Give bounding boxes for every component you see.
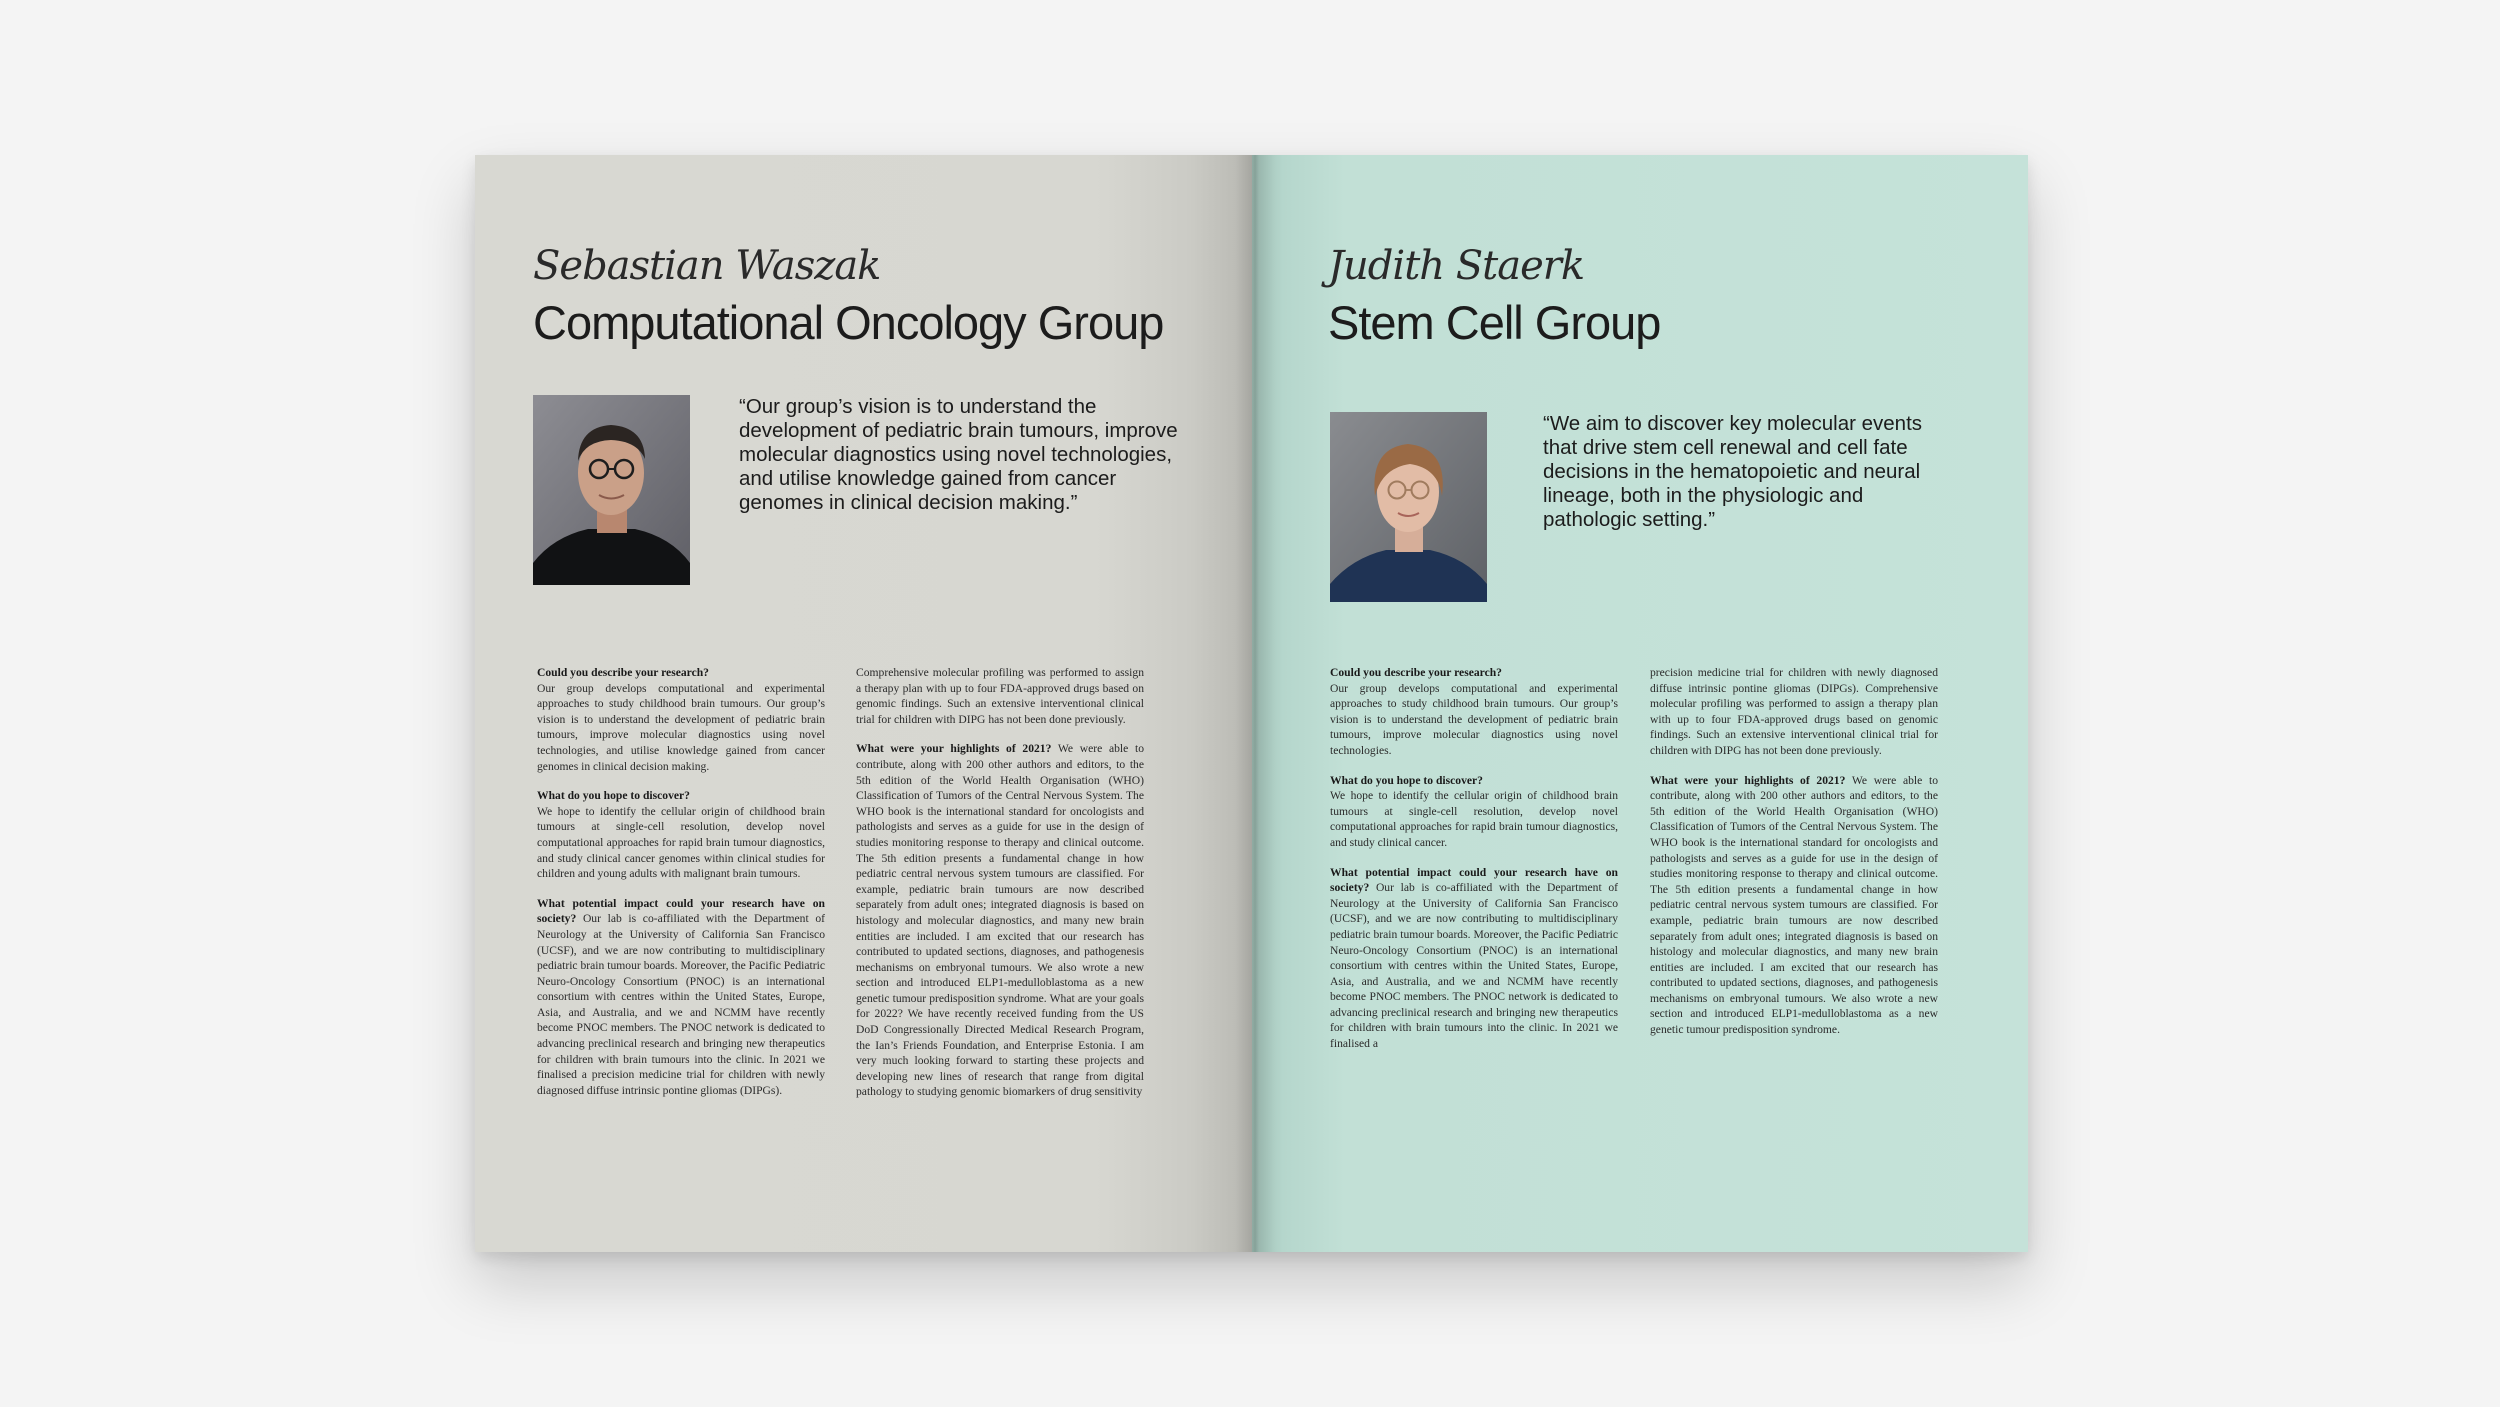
- question: What potential impact could your research have on society?: [537, 896, 825, 926]
- answer: Our group develops computational and experimental approaches to study childhood brain tumours. Our group’s vision is to understand the development of pediatric brain tumours, improve molecular diagnostics using novel technologies.: [1330, 681, 1618, 757]
- qa-block: [1650, 773, 1938, 1038]
- qa-block: [537, 788, 825, 882]
- text-column-2: [856, 665, 1144, 1114]
- qa-block: [1330, 665, 1618, 759]
- portrait-photo: [533, 395, 690, 585]
- answer: Comprehensive molecular profiling was performed to assign a therapy plan with up to four FDA-approved drugs based on genomic findings. Such an extensive interventional clinical trial for children with DIPG has not been done previously.: [856, 666, 1144, 726]
- question: What do you hope to discover?: [537, 789, 690, 803]
- qa-block: [537, 665, 825, 774]
- text-column-2: [1650, 665, 1938, 1052]
- qa-block: [537, 896, 825, 1099]
- group-title: Computational Oncology Group: [533, 296, 1164, 349]
- answer: Our lab is co-affiliated with the Department of Neurology at the University of California San Francisco (UCSF), and we are now contributing to multidisciplinary pediatric brain tumour boards. Moreover, the Pacific Pediatric Neuro-Oncology Consortium (PNOC) is an international consortium with centres within the United States, Europe, Asia, and Australia, and we and NCMM have recently become PNOC members. The PNOC network is dedicated to advancing preclinical research and bringing new therapeutics for children with brain tumours into the clinic. In 2021 we finalised a: [1330, 881, 1618, 1051]
- question: Could you describe your research?: [1330, 666, 1502, 679]
- question: Could you describe your research?: [537, 666, 709, 679]
- right-page: [1252, 155, 2028, 1252]
- answer: We were able to contribute, along with 200 other authors and editors, to the 5th edition of the World Health Organisation (WHO) Classification of Tumors of the Central Nervous System. The WHO book is the international standard for oncologists and pathologists and serves as a guide for use in the design of studies monitoring response to therapy and clinical outcome. The 5th edition presents a fundamental change in how pediatric central nervous system tumours are classified. For example, pediatric brain tumours are now described separately from adult ones; integrated diagnosis is based on histology and molecular diagnostics, and many new brain entities are included. I am excited that our research has contributed to updated sections, diagnoses, and pathogenesis mechanisms on embryonal tumours. We also wrote a new section and introduced ELP1-medulloblastoma as a new genetic tumour predisposition syndrome.: [1650, 773, 1938, 1037]
- qa-block: [1330, 865, 1618, 1052]
- question: What do you hope to discover?: [1330, 773, 1483, 787]
- qa-block: [1330, 773, 1618, 851]
- text-column-1: [1330, 665, 1618, 1066]
- text-column-1: [537, 665, 825, 1112]
- answer: We hope to identify the cellular origin of childhood brain tumours at single-cell resolution, develop novel computational approaches for rapid brain tumour diagnostics, and study clinical cancer.: [1330, 789, 1618, 849]
- group-title: Stem Cell Group: [1328, 296, 1661, 349]
- answer: We were able to contribute, along with 200 other authors and editors, to the 5th edition of the World Health Organisation (WHO) Classification of Tumors of the Central Nervous System. The WHO book is the international standard for oncologists and pathologists and serves as a guide for use in the design of studies monitoring response to therapy and clinical outcome. The 5th edition presents a fundamental change in how pediatric central nervous system tumours are classified. For example, pediatric brain tumours are now described separately from adult ones; integrated diagnosis is based on histology and molecular diagnostics, and many new brain entities are included. I am excited that our research has contributed to updated sections, diagnoses, and pathogenesis mechanisms on embryonal tumours. We also wrote a new section and introduced ELP1-medulloblastoma as a new genetic tumour predisposition syndrome. What are your goals for 2022? We have recently received funding from the US DoD Congressionally Directed Medical Research Program, the Ian’s Friends Foundation, and Enterprise Estonia. I am very much looking forward to starting these projects and developing new lines of research that range from digital pathology to studying genomic biomarkers of drug sensitivity: [856, 742, 1144, 1099]
- question: What potential impact could your research have on society?: [1330, 865, 1618, 895]
- answer: We hope to identify the cellular origin of childhood brain tumours at single-cell resolution, develop novel computational approaches for rapid brain tumour diagnostics, and study clinical cancer genomes within clinical studies for children and young adults with malignant brain tumours.: [537, 804, 825, 881]
- left-page: [475, 155, 1252, 1252]
- answer: precision medicine trial for children with newly diagnosed diffuse intrinsic pontine gliomas (DIPGs). Comprehensive molecular profiling was performed to assign a therapy plan with up to four FDA-approved drugs based on genomic findings. Such an extensive interventional clinical trial for children with DIPG has not been done previously.: [1650, 666, 1938, 757]
- qa-block: [856, 665, 1144, 727]
- question: What were your highlights of 2021?: [1650, 773, 1846, 787]
- pull-quote: “We aim to discover key molecular events that drive stem cell renewal and cell fate decisions in the hematopoietic and neural lineage, both in the physiologic and pathologic setting.”: [1543, 412, 1923, 531]
- researcher-name: Sebastian Waszak: [533, 243, 881, 289]
- qa-block: [1650, 665, 1938, 759]
- magazine-spread: [475, 155, 2028, 1252]
- answer: Our lab is co-affiliated with the Department of Neurology at the University of California San Francisco (UCSF), and we are now contributing to multidisciplinary pediatric brain tumour boards. Moreover, the Pacific Pediatric Neuro-Oncology Consortium (PNOC) is an international consortium with centres within the United States, Europe, Asia, and Australia, and we and NCMM have recently become PNOC members. The PNOC network is dedicated to advancing preclinical research and bringing new therapeutics for children with brain tumours into the clinic. In 2021 we finalised a precision medicine trial for children with newly diagnosed diffuse intrinsic pontine gliomas (DIPGs).: [537, 912, 825, 1097]
- question: What were your highlights of 2021?: [856, 742, 1052, 756]
- answer: Our group develops computational and experimental approaches to study childhood brain tumours. Our group’s vision is to understand the development of pediatric brain tumours, improve molecular diagnostics using novel technologies, and utilise knowledge gained from cancer genomes in clinical decision making.: [537, 681, 825, 773]
- researcher-name: Judith Staerk: [1328, 243, 1585, 289]
- qa-block: [856, 741, 1144, 1100]
- portrait-photo: [1330, 412, 1487, 602]
- pull-quote: “Our group’s vision is to understand the development of pediatric brain tumours, improve molecular diagnostics using novel technologies, and utilise knowledge gained from cancer genomes in clinical decision making.”: [739, 395, 1178, 514]
